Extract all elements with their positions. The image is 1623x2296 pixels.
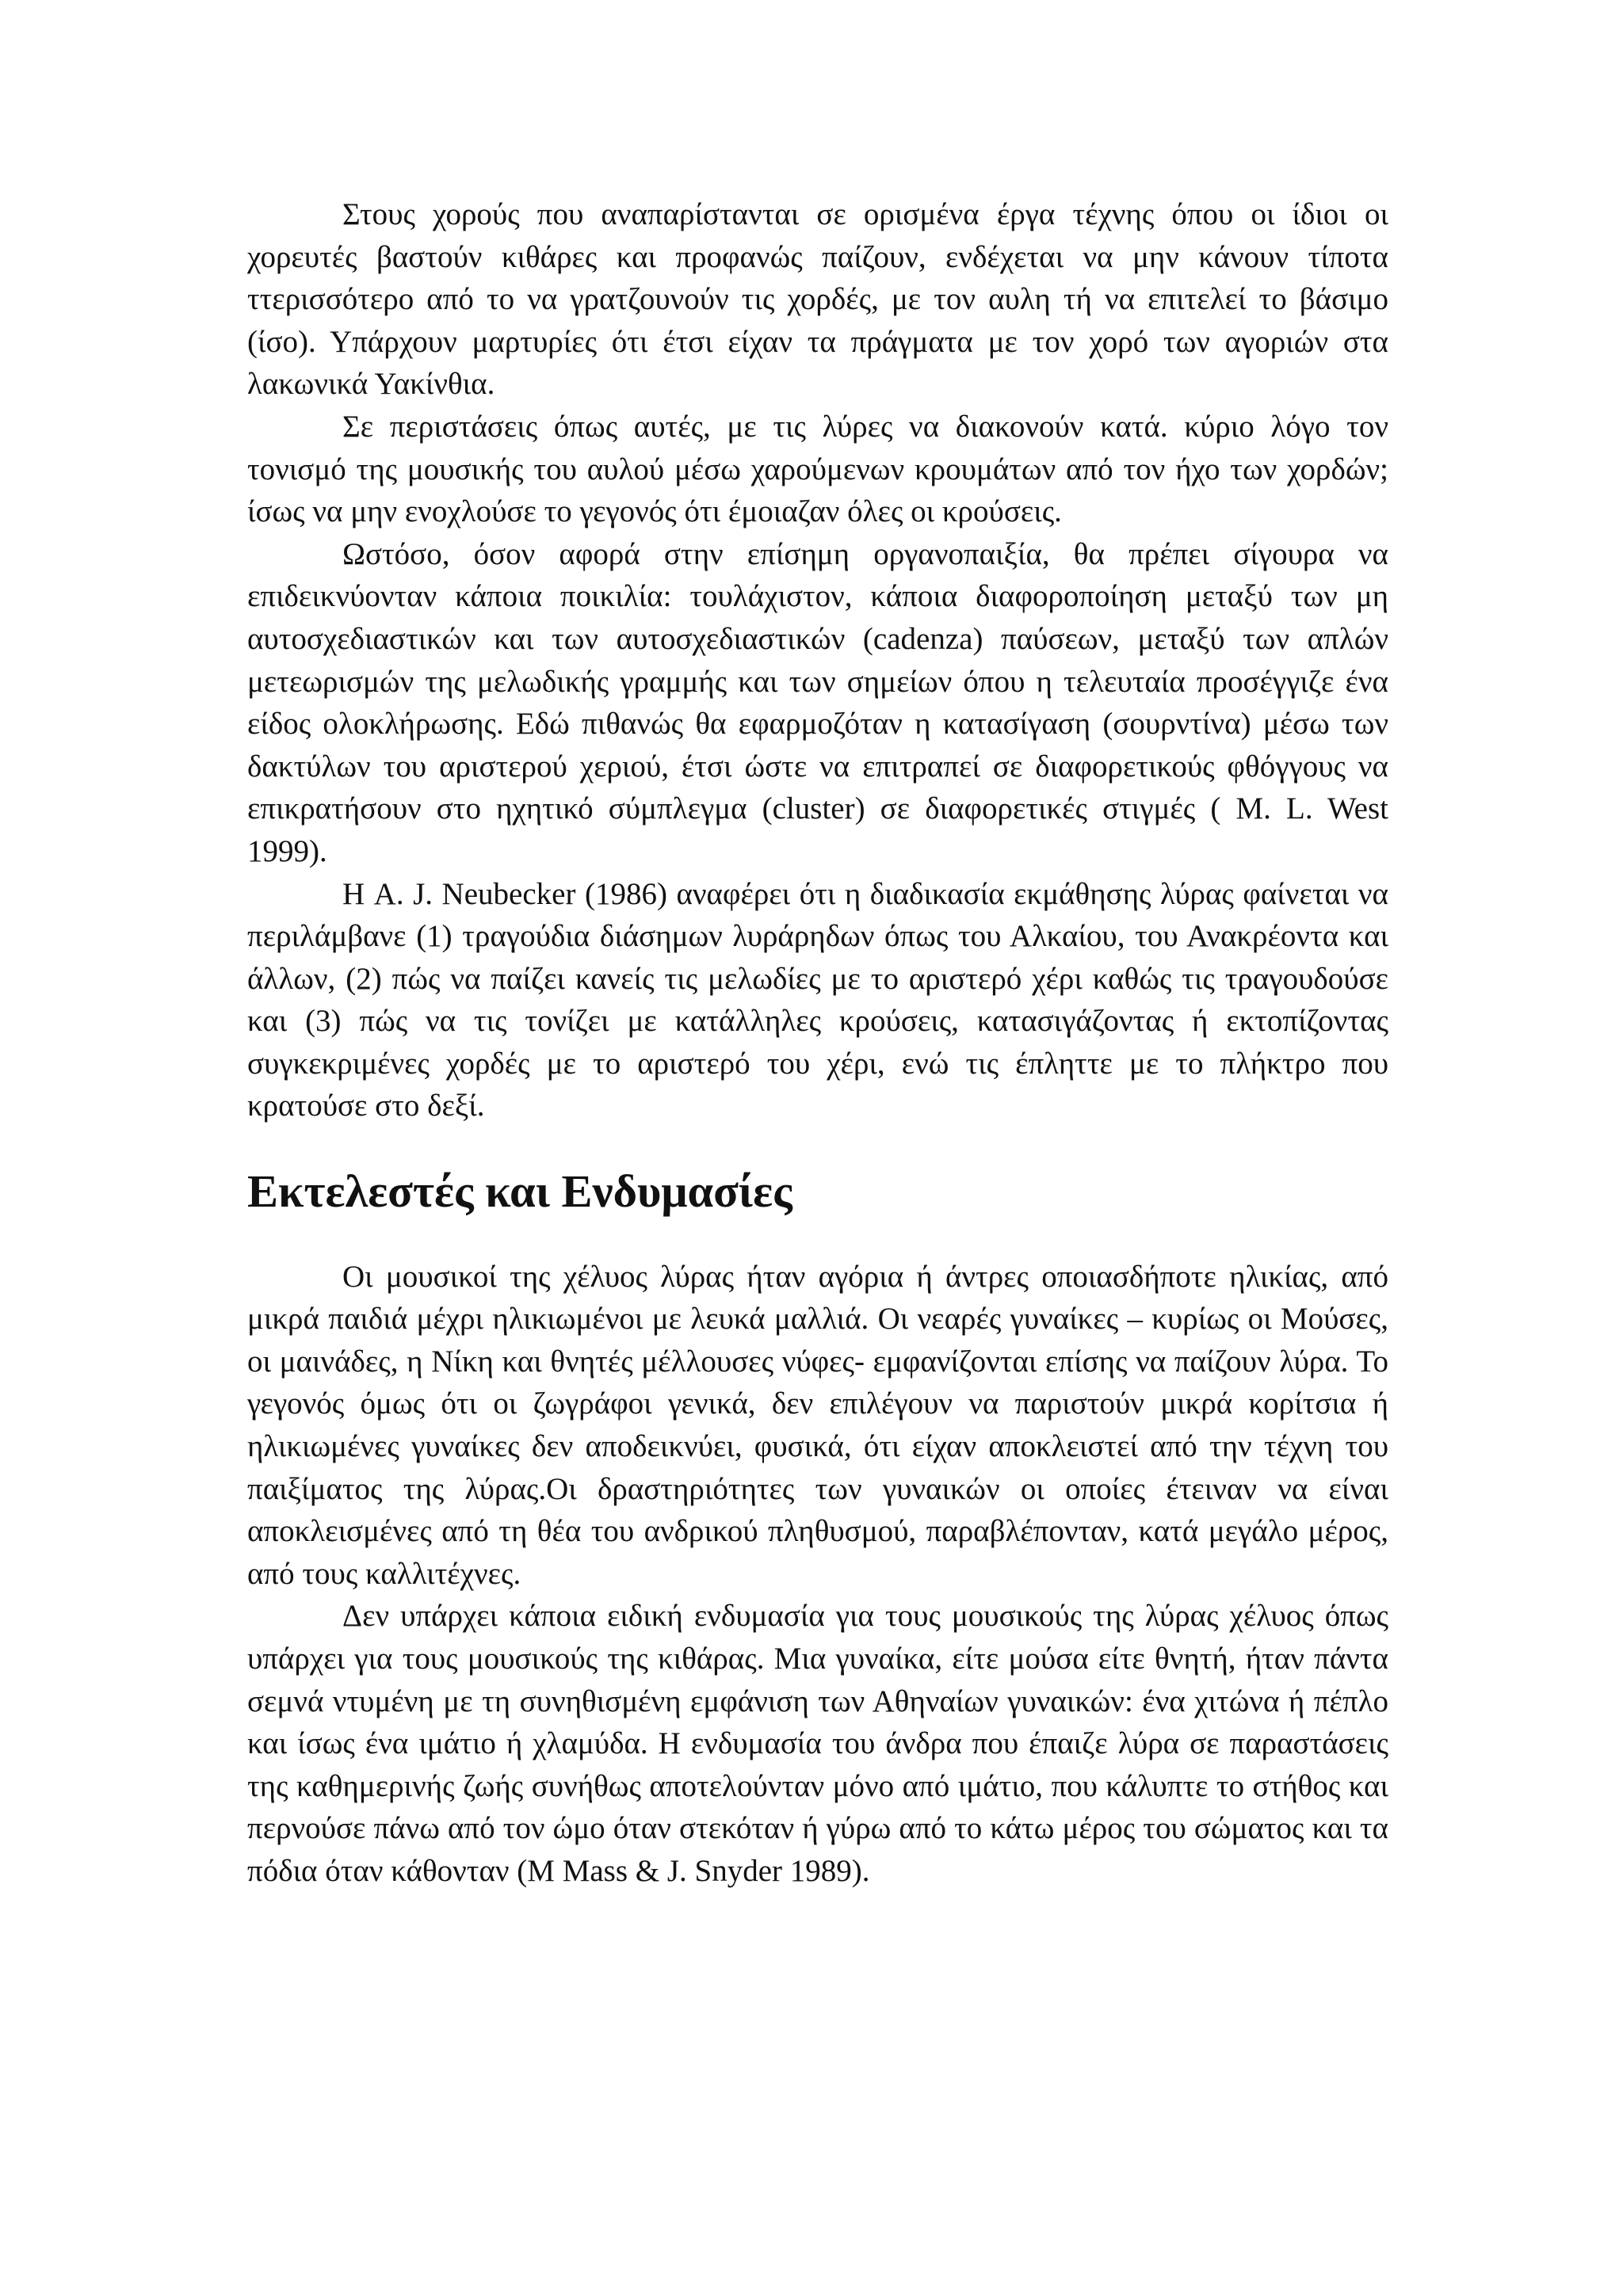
- paragraph-dancers: Στους χορούς που αναπαρίστανται σε ορισμένα έργα τέχνης όπου οι ίδιοι οι χορευτές βαστούν κιθάρες και προφανώς παίζουν, ενδέχεται να μην κάνουν τίποτα ττερισσότερο από το να γρατζουνούν τις χορδές, με τον αυλη τή να επιτελεί το βάσιμο (ίσο). Υπάρχουν μαρτυρίες ότι έτσι είχαν τα πράγματα με τον χορό των αγοριών στα λακωνικά Υακίνθια.: [247, 197, 1388, 402]
- paragraph-neubecker: Η A. J. Neubecker (1986) αναφέρει ότι η διαδικασία εκμάθησης λύρας φαίνεται να περιλάμβανε (1) τραγούδια διάσημων λυράρηδων όπως του Αλκαίου, του Ανακρέοντα και άλλων, (2) πώς να παίζει κανείς τις μελωδίες με το αριστερό χέρι καθώς τις τραγουδούσε και (3) πώς να τις τονίζει με κατάλληλες κρούσεις, κατασιγάζοντας ή εκτοπίζοντας συγκεκριμένες χορδές με το αριστερό του χέρι, ενώ τις έπληττε με το πλήκτρο που κρατούσε στο δεξί.: [247, 876, 1388, 1123]
- paragraph-musicians: Οι μουσικοί της χέλυος λύρας ήταν αγόρια ή άντρες οποιασδήποτε ηλικίας, από μικρά παιδιά μέχρι ηλικιωμένοι με λευκά μαλλιά. Οι νεαρές γυναίκες – κυρίως οι Μούσες, οι μαινάδες, η Νίκη και θνητές μέλλουσες νύφες- εμφανίζονται επίσης να παίζουν λύρα. Το γεγονός όμως ότι οι ζωγράφοι γενικά, δεν επιλέγουν να παριστούν μικρά κορίτσια ή ηλικιωμένες γυναίκες δεν αποδεικνύει, φυσικά, ότι είχαν αποκλειστεί από την τέχνη του παιξίματος της λύρας.Οι δραστηριότητες των γυναικών οι οποίες έτειναν να είναι αποκλεισμένες από τη θέα του ανδρικού πληθυσμού, παραβλέπονταν, κατά μεγάλο μέρος, από τους καλλιτέχνες.: [247, 1259, 1388, 1591]
- paragraph-costumes: Δεν υπάρχει κάποια ειδική ενδυμασία για τους μουσικούς της λύρας χέλυος όπως υπάρχει για τους μουσικούς της κιθάρας. Μια γυναίκα, είτε μούσα είτε θνητή, ήταν πάντα σεμνά ντυμένη με τη συνηθισμένη εμφάνιση των Αθηναίων γυναικών: ένα χιτώνα ή πέπλο και ίσως ένα ιμάτιο ή χλαμύδα. Η ενδυμασία του άνδρα που έπαιζε λύρα σε παραστάσεις της καθημερινής ζωής συνήθως αποτελούνταν μόνο από ιμάτιο, που κάλυπτε το στήθος και περνούσε πάνω από τον ώμο όταν στεκόταν ή γύρω από το κάτω μέρος του σώματος και τα πόδια όταν κάθονταν (M Mass & J. Snyder 1989).: [247, 1599, 1388, 1888]
- paragraph-official-playing: Ωστόσο, όσον αφορά στην επίσημη οργανοπαιξία, θα πρέπει σίγουρα να επιδεικνύονταν κάποια ποικιλία: τουλάχιστον, κάποια διαφοροποίηση μεταξύ των μη αυτοσχεδιαστικών και των αυτοσχεδιαστικών (cadenza) παύσεων, μεταξύ των απλών μετεωρισμών της μελωδικής γραμμής και των σημείων όπου η τελευταία προσέγγιζε ένα είδος ολοκλήρωσης. Εδώ πιθανώς θα εφαρμοζόταν η κατασίγαση (σουρντίνα) μέσω των δακτύλων του αριστερού χεριού, έτσι ώστε να επιτραπεί σε διαφορετικούς φθόγγους να επικρατήσουν στο ηχητικό σύμπλεγμα (cluster) σε διαφορετικές στιγμές ( M. L. West 1999).: [247, 536, 1388, 868]
- section-heading: Εκτελεστές και Ενδυμασίες: [247, 1165, 792, 1218]
- paragraph-circumstances: Σε περιστάσεις όπως αυτές, με τις λύρες να διακονούν κατά. κύριο λόγο τον τονισμό της μουσικής του αυλού μέσω χαρούμενων κρουμάτων από τον ήχο των χορδών; ίσως να μην ενοχλούσε το γεγονός ότι έμοιαζαν όλες οι κρούσεις.: [247, 409, 1388, 529]
- document-page: [247, 193, 1388, 1893]
